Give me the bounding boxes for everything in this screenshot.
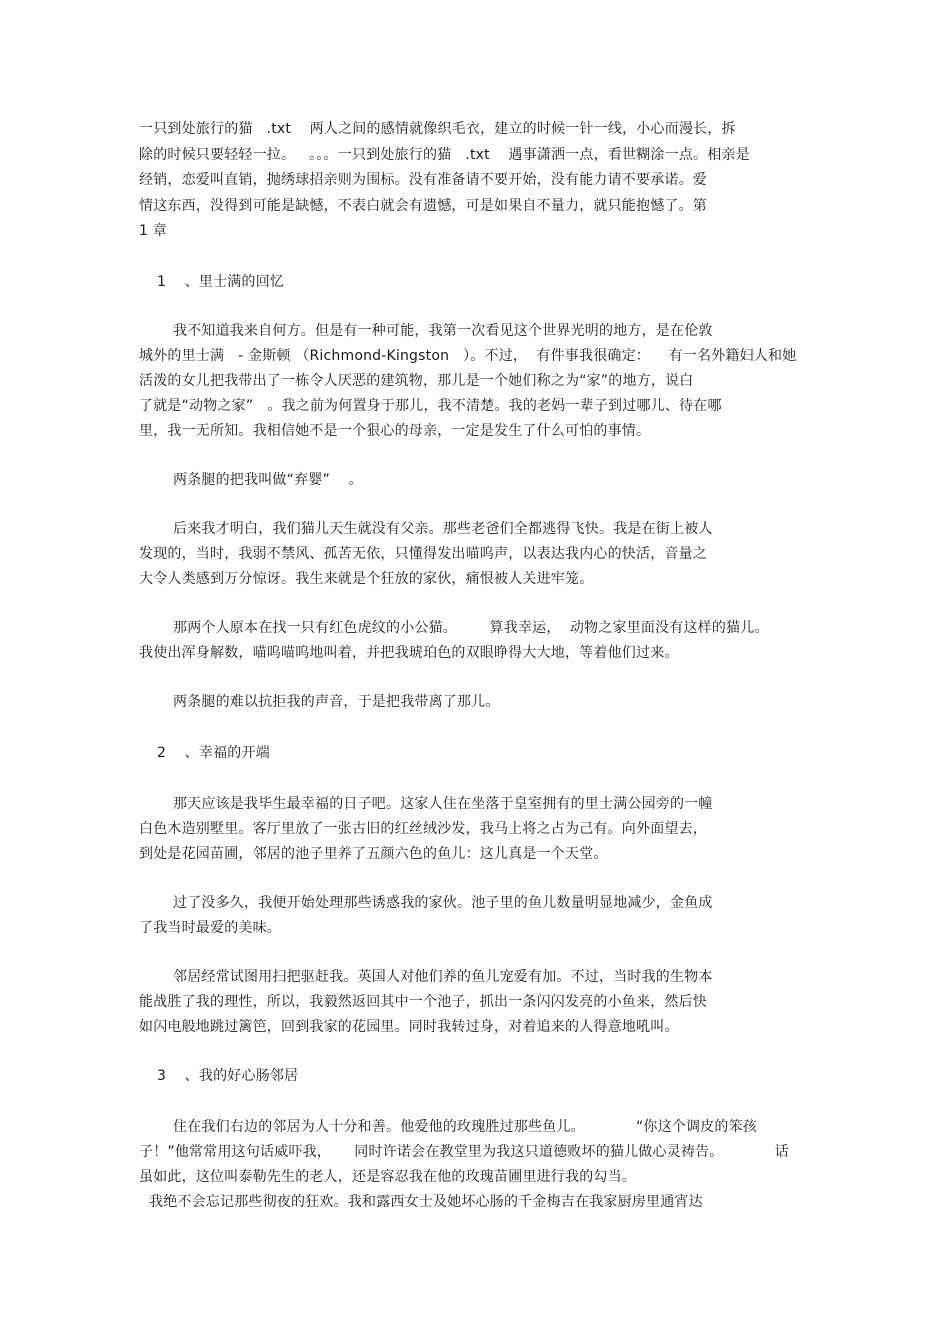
paragraph-line: 白色木造别墅里。客厅里放了一张古旧的红丝绒沙发，我马上将之占为己有。向外面望去， <box>139 821 707 837</box>
paragraph-line: 后来我才明白，我们猫儿天生就没有父亲。那些老爸们全都逃得飞快。我是在街上被人 <box>173 521 713 537</box>
intro-line: 除的时候只要轻轻一拉。 。。。一只到处旅行的猫 .txt 遇事潇洒一点，看世糊涂一点。相亲是 <box>139 147 750 163</box>
paragraph-line: 我使出浑身解数，喵呜喵呜地叫着，并把我琥珀色的双眼睁得大大地，等着他们过来。 <box>139 645 679 661</box>
paragraph-line: 里，我一无所知。我相信她不是一个狠心的母亲，一定是发生了什么可怕的事情。 <box>139 423 651 439</box>
paragraph-line: 能战胜了我的理性，所以，我毅然返回其中一个池子，抓出一条闪闪发亮的小鱼来，然后快 <box>139 994 707 1010</box>
paragraph-line: 邻居经常试图用扫把驱赶我。英国人对他们养的鱼儿宠爱有加。不过，当时我的生物本 <box>173 969 713 985</box>
paragraph-line: 子！”他常常用这句话威吓我， 同时许诺会在教堂里为我这只道德败坏的猫儿做心灵祷告。 话 <box>139 1144 789 1160</box>
intro-line: 情这东西，没得到可能是缺憾，不表白就会有遗憾，可是如果自不量力，就只能抱憾了。第 <box>139 198 707 214</box>
paragraph-line: 过了没多久，我便开始处理那些诱惑我的家伙。池子里的鱼儿数量明显地减少，金鱼成 <box>173 895 713 911</box>
paragraph-line: 我绝不会忘记那些彻夜的狂欢。我和露西女士及她坏心肠的千金梅吉在我家厨房里通宵达 <box>149 1194 703 1210</box>
intro-line: 一只到处旅行的猫 .txt 两人之间的感情就像织毛衣，建立的时候一针一线，小心而漫长，拆 <box>139 121 736 137</box>
paragraph-line: 那两个人原本在找一只有红色虎纹的小公猫。 算我幸运， 动物之家里面没有这样的猫儿。 <box>173 620 769 636</box>
chapter-label: 1 章 <box>139 223 167 239</box>
paragraph-line: 了我当时最爱的美味。 <box>139 920 281 936</box>
paragraph-line: 了就是“动物之家” 。我之前为何置身于那儿，我不清楚。我的老妈一辈子到过哪儿、待在哪 <box>139 398 722 414</box>
paragraph-line: 两条腿的把我叫做“弃婴” 。 <box>173 472 363 488</box>
paragraph-line: 我不知道我来自何方。但是有一种可能，我第一次看见这个世界光明的地方，是在伦敦 <box>173 323 713 339</box>
paragraph-line: 城外的里士满 - 金斯顿 （Richmond-Kingston ）。不过， 有件事我很确定： 有一名外籍妇人和她 <box>139 348 797 364</box>
intro-line: 经销，恋爱叫直销，抛绣球招亲则为围标。没有准备请不要开始，没有能力请不要承诺。爱 <box>139 172 707 188</box>
paragraph-line: 虽如此，这位叫泰勒先生的老人，还是容忍我在他的玫瑰苗圃里进行我的勾当。 <box>139 1169 636 1185</box>
paragraph-line: 大令人类感到万分惊讶。我生来就是个狂放的家伙，痛恨被人关进牢笼。 <box>139 571 594 587</box>
section-heading: 2 、幸福的开端 <box>157 745 270 761</box>
paragraph-line: 两条腿的难以抗拒我的声音，于是把我带离了那儿。 <box>173 694 500 710</box>
paragraph-line: 那天应该是我毕生最幸福的日子吧。这家人住在坐落于皇室拥有的里士满公园旁的一幢 <box>173 796 713 812</box>
section-heading: 1 、里士满的回忆 <box>157 274 285 290</box>
paragraph-line: 住在我们右边的邻居为人十分和善。他爱他的玫瑰胜过那些鱼儿。 “你这个调皮的笨孩 <box>173 1119 758 1135</box>
paragraph-line: 到处是花园苗圃，邻居的池子里养了五颜六色的鱼儿：这儿真是一个天堂。 <box>139 846 608 862</box>
paragraph-line: 发现的，当时，我弱不禁风、孤苦无依，只懂得发出喵呜声，以表达我内心的快活，音量之 <box>139 546 707 562</box>
paragraph-line: 如闪电般地跳过篱笆，回到我家的花园里。同时我转过身，对着追来的人得意地吼叫。 <box>139 1019 679 1035</box>
paragraph-line: 活泼的女儿把我带出了一栋令人厌恶的建筑物，那儿是一个她们称之为“家”的地方，说白 <box>139 373 694 389</box>
section-heading: 3 、我的好心肠邻居 <box>157 1068 299 1084</box>
